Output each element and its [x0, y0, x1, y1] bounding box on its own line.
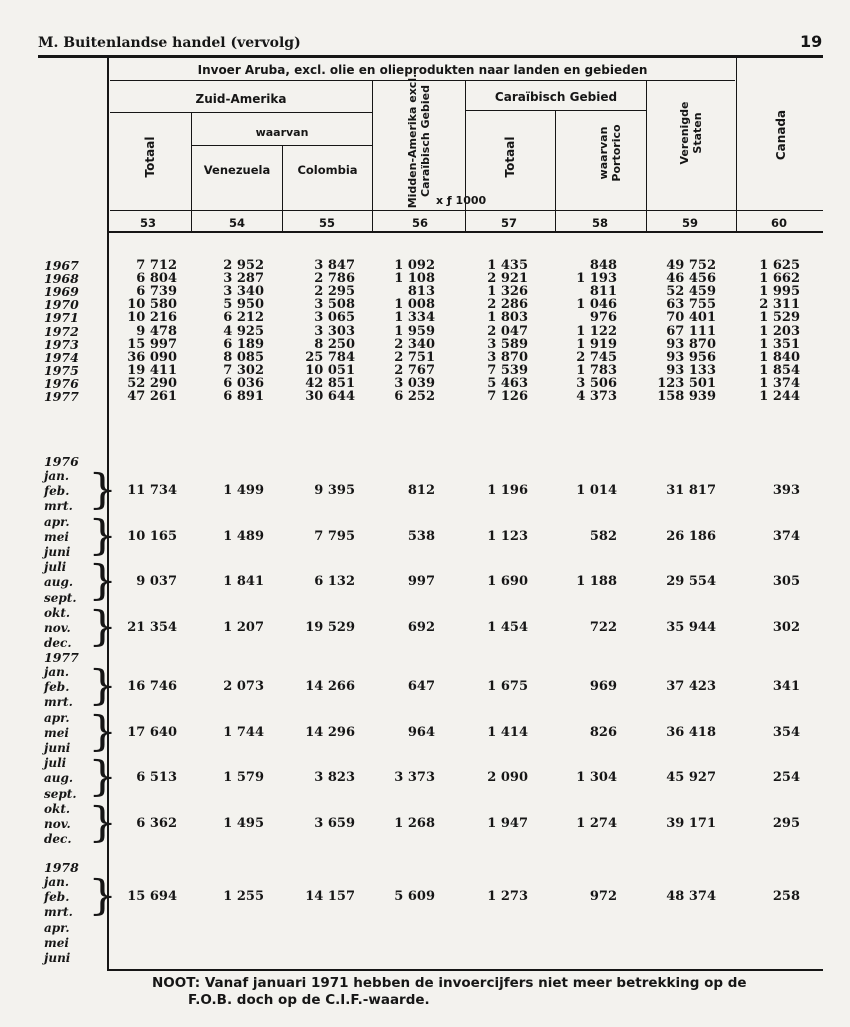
- table-cell: 1 203: [759, 323, 800, 339]
- table-cell: 2 311: [759, 297, 800, 313]
- table-cell: 14 296: [305, 724, 355, 740]
- table-cell: 1 092: [394, 258, 435, 273]
- quarter-brace: }: [88, 870, 118, 920]
- table-cell: 3 823: [314, 770, 355, 786]
- column-number: 54: [228, 216, 245, 230]
- table-cell: 2 921: [487, 271, 528, 287]
- unit-label: x ƒ 1000: [436, 194, 487, 207]
- month-label: dec.: [44, 636, 72, 651]
- table-cell: 1 744: [223, 724, 264, 740]
- year-label: 1972: [44, 323, 79, 339]
- table-cell: 4 925: [223, 323, 264, 339]
- table-cell: 1 188: [576, 574, 617, 590]
- table-cell: 17 640: [127, 724, 177, 740]
- table-cell: 10 165: [127, 528, 177, 544]
- note-line-1: NOOT: Vanaf januari 1971 hebben de invoercijfers niet meer betrekking op de: [152, 975, 747, 991]
- month-label: feb.: [44, 484, 70, 499]
- table-cell: 1 273: [487, 889, 528, 905]
- note: [152, 975, 747, 1009]
- column-number: 56: [411, 216, 428, 230]
- table-cell: 1 783: [576, 362, 617, 378]
- table-cell: 1 122: [576, 323, 617, 339]
- table-cell: 811: [589, 284, 617, 300]
- table-cell: 1 008: [394, 297, 435, 313]
- table-cell: 2 340: [394, 336, 435, 352]
- table-cell: 26 186: [666, 528, 716, 544]
- table-cell: 1 244: [759, 389, 800, 404]
- table-cell: 70 401: [666, 310, 716, 326]
- month-label: okt.: [44, 801, 71, 816]
- table-cell: 7 795: [314, 528, 355, 544]
- table-cell: 997: [407, 574, 435, 590]
- table-cell: 1 919: [576, 336, 617, 352]
- table-cell: 2 295: [314, 284, 355, 300]
- table-cell: 1 334: [394, 310, 435, 326]
- col-header-portorico: waarvan Portorico: [597, 124, 623, 182]
- table-cell: 812: [407, 483, 435, 499]
- table-cell: 21 354: [127, 620, 177, 635]
- quarter-brace: }: [88, 797, 118, 847]
- table-cell: 1 579: [223, 770, 264, 786]
- table-cell: 16 746: [127, 679, 177, 695]
- col-header-totaal: Totaal: [143, 136, 157, 178]
- table-cell: 2 952: [223, 258, 264, 273]
- quarter-brace: }: [88, 555, 118, 605]
- table-cell: 1 841: [223, 574, 264, 590]
- section-title: M. Buitenlandse handel (vervolg): [38, 35, 301, 51]
- table-cell: 1 947: [487, 816, 528, 831]
- table-cell: 6 132: [314, 574, 355, 590]
- table-cell: 341: [772, 679, 800, 695]
- table-cell: 93 956: [666, 349, 716, 365]
- year-label: 1968: [44, 271, 79, 287]
- table-cell: 67 111: [666, 323, 716, 339]
- table-cell: 19 529: [305, 620, 355, 635]
- table-cell: 10 580: [127, 297, 177, 313]
- table-cell: 42 851: [305, 375, 355, 391]
- table-cell: 1 108: [394, 271, 435, 287]
- year-label: 1969: [44, 284, 79, 300]
- table-cell: 848: [589, 258, 617, 273]
- month-label: aug.: [44, 575, 74, 590]
- table-cell: 2 751: [394, 349, 435, 365]
- table-cell: 295: [772, 816, 800, 831]
- table-cell: 6 036: [223, 375, 264, 391]
- month-label: okt.: [44, 605, 71, 620]
- table-cell: 93 870: [666, 336, 716, 352]
- table-cell: 158 939: [657, 389, 716, 404]
- table-cell: 1 374: [759, 375, 800, 391]
- month-label: aug.: [44, 771, 74, 786]
- month-label: mei: [44, 529, 69, 544]
- table-cell: 1 625: [759, 258, 800, 273]
- table-cell: 3 303: [314, 323, 355, 339]
- column-number: 53: [139, 216, 156, 230]
- table-cell: 2 047: [487, 323, 528, 339]
- group-caraibisch: Caraïbisch Gebied: [494, 90, 618, 104]
- vsep-5: [555, 110, 556, 232]
- quarter-brace: }: [88, 464, 118, 514]
- table-cell: 15 997: [127, 336, 177, 352]
- table-cell: 3 589: [487, 336, 528, 352]
- table-cell: 692: [407, 620, 435, 635]
- table-cell: 1 499: [223, 483, 264, 499]
- table-cell: 46 456: [666, 271, 716, 287]
- table-cell: 582: [589, 528, 617, 544]
- year-label: 1975: [44, 362, 79, 378]
- table-cell: 1 454: [487, 620, 528, 635]
- table-cell: 969: [589, 679, 617, 695]
- table-cell: 1 123: [487, 528, 528, 544]
- table-cell: 3 373: [394, 770, 435, 786]
- table-cell: 1 304: [576, 770, 617, 786]
- table-cell: 1 803: [487, 310, 528, 326]
- table-cell: 3 340: [223, 284, 264, 300]
- table-cell: 538: [407, 528, 435, 544]
- table-cell: 1 529: [759, 310, 800, 326]
- table-cell: 30 644: [305, 389, 355, 404]
- month-label: nov.: [44, 817, 71, 831]
- table-cell: 1 046: [576, 297, 617, 313]
- table-cell: 1 196: [487, 483, 528, 499]
- table-cell: 1 435: [487, 258, 528, 273]
- table-cell: 9 395: [314, 483, 355, 499]
- table-cell: 4 373: [576, 389, 617, 404]
- table-cell: 7 539: [487, 362, 528, 378]
- year-label: 1973: [44, 336, 79, 352]
- table-cell: 123 501: [657, 375, 716, 391]
- column-number: 60: [770, 216, 787, 230]
- year-label: 1976: [44, 375, 79, 391]
- table-cell: 258: [772, 889, 800, 905]
- month-label: feb.: [44, 890, 70, 905]
- table-cell: 36 090: [127, 349, 177, 365]
- table-cell: 2 073: [223, 679, 264, 695]
- period-year-label: 1977: [44, 650, 79, 665]
- table-cell: 1 193: [576, 271, 617, 287]
- table-cell: 976: [589, 310, 617, 326]
- col-header-colombia: Colombia: [297, 163, 358, 177]
- table-cell: 964: [407, 724, 435, 740]
- table-cell: 6 513: [136, 770, 177, 786]
- table-cell: 826: [589, 724, 617, 740]
- table-cell: 1 662: [759, 271, 800, 287]
- table-cell: 15 694: [127, 889, 177, 905]
- table-cell: 374: [772, 528, 800, 544]
- year-label: 1970: [44, 297, 79, 313]
- table-cell: 31 817: [666, 483, 716, 499]
- table-cell: 10 216: [127, 310, 177, 326]
- month-label: juli: [44, 560, 67, 575]
- table-cell: 9 478: [136, 323, 177, 339]
- month-label: apr.: [44, 514, 70, 529]
- table-cell: 25 784: [305, 349, 355, 365]
- table-cell: 1 675: [487, 679, 528, 695]
- month-label: jan.: [44, 875, 70, 889]
- column-number: 57: [500, 216, 517, 230]
- table-cell: 7 302: [223, 362, 264, 378]
- month-label: nov.: [44, 621, 71, 635]
- table-cell: 1 268: [394, 816, 435, 831]
- period-year-label: 1976: [44, 454, 79, 469]
- table-cell: 3 287: [223, 271, 264, 287]
- table-cell: 37 423: [666, 679, 716, 695]
- month-label: apr.: [44, 920, 70, 935]
- table-cell: 5 950: [223, 297, 264, 313]
- period-year-label: 1978: [44, 860, 79, 875]
- table-cell: 9 037: [136, 574, 177, 590]
- month-label: mrt.: [44, 499, 73, 514]
- table-cell: 8 250: [314, 336, 355, 352]
- table-cell: 8 085: [223, 349, 264, 365]
- header-rule: [38, 55, 823, 58]
- table-cell: 5 463: [487, 375, 528, 391]
- table-cell: 6 212: [223, 310, 264, 326]
- table-cell: 6 804: [136, 271, 177, 287]
- table-cell: 7 712: [136, 258, 177, 273]
- table-cell: 14 157: [305, 889, 355, 905]
- table-cell: 7 126: [487, 389, 528, 404]
- table-cell: 36 418: [666, 724, 716, 740]
- table-cell: 6 362: [136, 816, 177, 831]
- zuid-underline: [110, 112, 372, 113]
- table-cell: 1 274: [576, 816, 617, 831]
- month-label: juli: [44, 756, 67, 771]
- col-header-verenigde-staten: Verenigde Staten: [678, 101, 704, 165]
- month-label: mei: [44, 935, 69, 950]
- quarter-brace: }: [88, 601, 118, 651]
- vsep-2: [282, 145, 283, 232]
- table-cell: 2 286: [487, 297, 528, 313]
- unit-rule-top: [110, 210, 823, 211]
- month-label: juni: [44, 545, 71, 559]
- quarter-brace: }: [88, 751, 118, 801]
- column-number: 58: [591, 216, 608, 230]
- table-cell: 3 065: [314, 310, 355, 326]
- table-cell: 1 014: [576, 483, 617, 499]
- table-cell: 1 255: [223, 889, 264, 905]
- col-header-midden-amerika: Midden-Amerika excl. Caraïbisch Gebied: [406, 73, 432, 209]
- table-cell: 1 495: [223, 816, 264, 831]
- table-cell: 2 090: [487, 770, 528, 786]
- month-label: juni: [44, 741, 71, 755]
- table-cell: 3 659: [314, 816, 355, 831]
- table-cell: 6 891: [223, 389, 264, 404]
- table-cell: 49 752: [666, 258, 716, 273]
- table-cell: 1 207: [223, 620, 264, 635]
- page-number: 19: [800, 32, 823, 51]
- table-cell: 305: [772, 574, 800, 590]
- quarter-brace: }: [88, 706, 118, 755]
- year-label: 1971: [44, 310, 79, 326]
- month-label: feb.: [44, 680, 70, 695]
- table-cell: 354: [772, 724, 800, 740]
- table-cell: 19 411: [127, 362, 177, 378]
- month-label: dec.: [44, 832, 72, 847]
- table-cell: 722: [589, 620, 617, 635]
- table-cell: 393: [772, 483, 800, 499]
- month-label: mrt.: [44, 695, 73, 710]
- table-cell: 2 767: [394, 362, 435, 378]
- waarvan-label: waarvan: [255, 126, 309, 139]
- table-cell: 6 252: [394, 389, 435, 404]
- table-cell: 3 506: [576, 375, 617, 391]
- table-cell: 6 739: [136, 284, 177, 300]
- table-cell: 5 609: [394, 889, 435, 905]
- quarter-brace: }: [88, 510, 118, 559]
- table-cell: 2 745: [576, 349, 617, 365]
- table-cell: 1 959: [394, 323, 435, 339]
- column-number: 55: [318, 216, 335, 230]
- table-cell: 1 414: [487, 724, 528, 740]
- table-cell: 254: [772, 770, 800, 786]
- month-label: sept.: [44, 786, 77, 801]
- table-cell: 3 508: [314, 297, 355, 313]
- year-label: 1974: [44, 349, 79, 365]
- table-cell: 6 189: [223, 336, 264, 352]
- table-cell: 2 786: [314, 271, 355, 287]
- table-cell: 3 870: [487, 349, 528, 365]
- month-label: apr.: [44, 710, 70, 725]
- month-label: mei: [44, 725, 69, 740]
- col-header-totaal-2: Totaal: [503, 136, 517, 178]
- note-line-2: F.O.B. doch op de C.I.F.-waarde.: [188, 992, 430, 1008]
- colnum-rule: [107, 231, 823, 233]
- table-cell: 52 459: [666, 284, 716, 300]
- year-label: 1967: [44, 258, 79, 273]
- table-cell: 48 374: [666, 889, 716, 905]
- table-cell: 647: [407, 679, 435, 695]
- table-cell: 52 290: [127, 375, 177, 391]
- table-cell: 1 854: [759, 362, 800, 378]
- table-cell: 3 039: [394, 375, 435, 391]
- table-cell: 39 171: [666, 816, 716, 831]
- table-cell: 972: [589, 889, 617, 905]
- table-bottom-rule: [107, 969, 823, 971]
- table-cell: 10 051: [305, 362, 355, 378]
- table-cell: 302: [772, 620, 800, 635]
- table-cell: 3 847: [314, 258, 355, 273]
- table-cell: 63 755: [666, 297, 716, 313]
- table-cell: 47 261: [127, 389, 177, 404]
- table-title: Invoer Aruba, excl. olie en olieprodukten naar landen en gebieden: [197, 63, 648, 77]
- group-zuid-amerika: Zuid-Amerika: [195, 92, 287, 106]
- year-label: 1977: [44, 389, 79, 404]
- table-cell: 45 927: [666, 770, 716, 786]
- column-number: 59: [681, 216, 698, 230]
- table-cell: 93 133: [666, 362, 716, 378]
- month-label: jan.: [44, 665, 70, 679]
- month-label: mrt.: [44, 905, 73, 920]
- table-cell: 14 266: [305, 679, 355, 695]
- table-cell: 1 326: [487, 284, 528, 300]
- table-cell: 1 351: [759, 336, 800, 352]
- col-header-venezuela: Venezuela: [203, 163, 271, 177]
- month-label: sept.: [44, 590, 77, 605]
- table-cell: 1 840: [759, 349, 800, 365]
- table-cell: 1 690: [487, 574, 528, 590]
- table-cell: 35 944: [666, 620, 716, 635]
- month-label: jan.: [44, 469, 70, 483]
- table-cell: 29 554: [666, 574, 716, 590]
- table-cell: 11 734: [127, 483, 177, 499]
- month-label: juni: [44, 951, 71, 965]
- quarter-brace: }: [88, 660, 118, 710]
- col-header-canada: Canada: [774, 109, 788, 161]
- table-cell: 1 995: [759, 284, 800, 300]
- vsep-7: [736, 58, 737, 232]
- table-cell: 1 489: [223, 528, 264, 544]
- table-cell: 813: [407, 284, 435, 300]
